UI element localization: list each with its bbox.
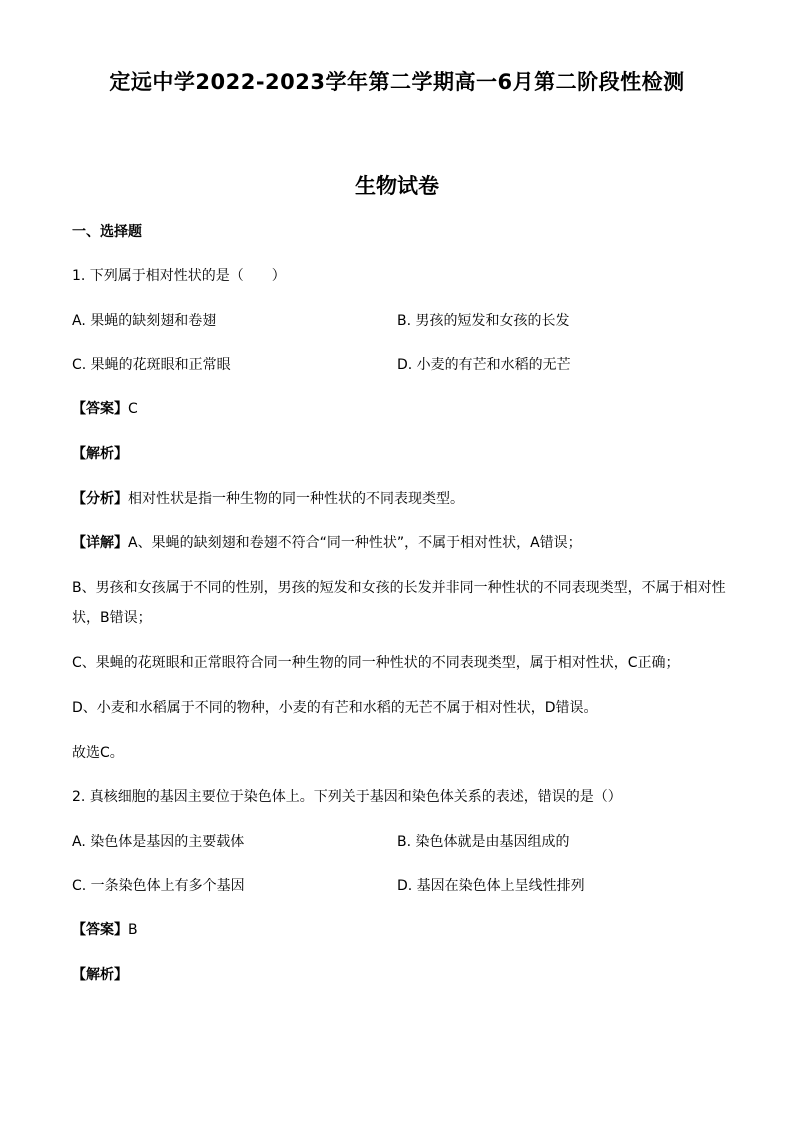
- question-1-answer: [72, 399, 138, 419]
- question-1-option-b: B. 男孩的短发和女孩的长发: [397, 313, 570, 329]
- question-1-detail-d: D、小麦和水稻属于不同的物种，小麦的有芒和水稻的无芒不属于相对性状，D错误。: [72, 700, 598, 716]
- question-1-detail-c: C、果蝇的花斑眼和正常眼符合同一种生物的同一种性状的不同表现类型，属于相对性状，C正确；: [72, 655, 680, 671]
- question-2-stem: 2. 真核细胞的基因主要位于染色体上。下列关于基因和染色体关系的表述，错误的是（）: [72, 789, 622, 805]
- question-1-option-a: A. 果蝇的缺刻翅和卷翅: [72, 313, 217, 329]
- question-1-detail-a: [72, 533, 582, 553]
- question-2-option-d: D. 基因在染色体上呈线性排列: [397, 878, 585, 894]
- detail-text-a: A、果蝇的缺刻翅和卷翅不符合“同一种性状”，不属于相对性状，A错误；: [128, 535, 582, 551]
- answer-tag: 【答案】: [72, 401, 128, 417]
- question-1-detail-b-line2: 状，B错误；: [72, 610, 152, 626]
- question-1-option-d: D. 小麦的有芒和水稻的无芒: [397, 357, 571, 373]
- question-1-stem: 1. 下列属于相对性状的是（ ）: [72, 268, 286, 284]
- answer-value: B: [128, 922, 138, 938]
- question-1-option-c: C. 果蝇的花斑眼和正常眼: [72, 357, 231, 373]
- section-heading: 一、选择题: [72, 224, 142, 240]
- question-2-option-a: A. 染色体是基因的主要载体: [72, 834, 245, 850]
- fenxi-tag: 【分析】: [72, 491, 128, 507]
- question-1-detail-b-line1: B、男孩和女孩属于不同的性别，男孩的短发和女孩的长发并非同一种性状的不同表现类型，不属于相对性: [72, 580, 726, 596]
- question-1-fenxi: [72, 489, 464, 509]
- question-2-analysis-tag: 【解析】: [72, 967, 128, 983]
- question-1-conclusion: 故选C。: [72, 745, 124, 761]
- detail-tag: 【详解】: [72, 535, 128, 551]
- fenxi-text: 相对性状是指一种生物的同一种性状的不同表现类型。: [128, 491, 464, 507]
- question-2-answer: [72, 920, 138, 940]
- page-title: 定远中学2022-2023学年第二学期高一6月第二阶段性检测: [109, 70, 685, 94]
- answer-tag: 【答案】: [72, 922, 128, 938]
- question-2-option-c: C. 一条染色体上有多个基因: [72, 878, 245, 894]
- question-2-option-b: B. 染色体就是由基因组成的: [397, 834, 570, 850]
- page-subtitle: 生物试卷: [355, 174, 439, 198]
- answer-value: C: [128, 401, 138, 417]
- question-1-analysis-tag: 【解析】: [72, 446, 128, 462]
